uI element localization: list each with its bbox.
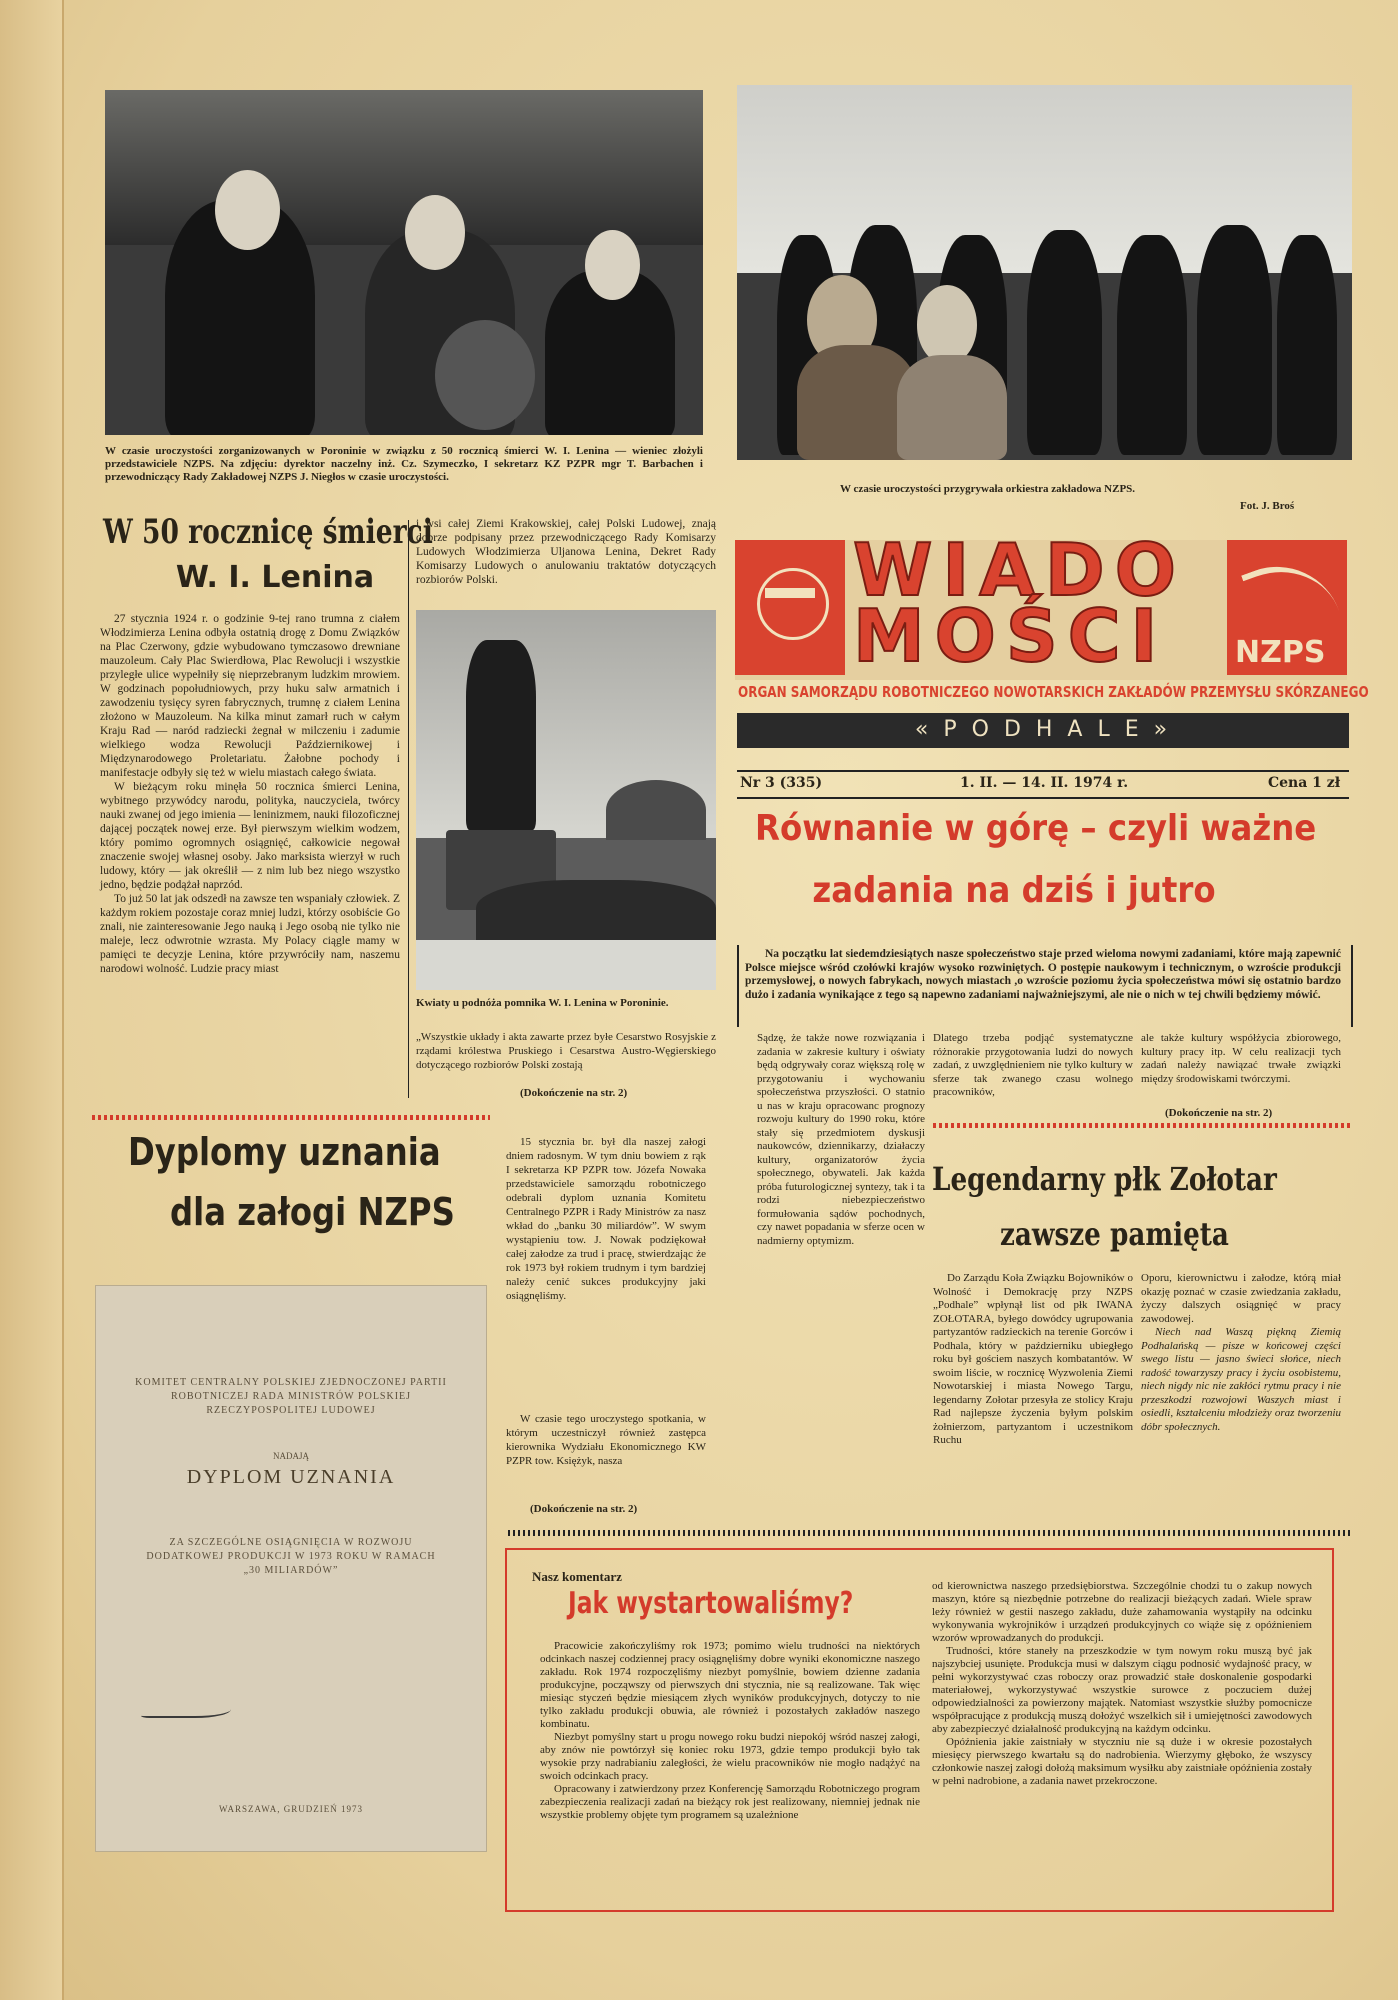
lenin-column-rule — [408, 520, 409, 1098]
issue-number: Nr 3 (335) — [740, 775, 823, 791]
issue-date: 1. II. — 14. II. 1974 r. — [960, 775, 1129, 791]
diploma-title: DYPLOM UZNANIA — [186, 1466, 396, 1488]
diploma-header: KOMITET CENTRALNY POLSKIEJ ZJEDNOCZONEJ PARTII ROBOTNICZEJ RADA MINISTRÓW POLSKIEJ RZECZYPOSPOLITEJ LUDOWEJ — [135, 1377, 447, 1416]
dyplomy-title-line2: dla załogi NZPS — [170, 1190, 455, 1234]
lenin-col2-bottom: „Wszystkie układy i akta zawarte przez byłe Cesarstwo Rosyjskie z rządami królestwa Pruskiego i Cesarstwa Austro-Węgierskiego dotyczącego rozbiorów Polski zostają — [416, 1031, 716, 1071]
masthead — [735, 528, 1347, 680]
komentarz-col1-p3: Opracowany i zatwierdzony przez Konferencję Samorządu Robotniczego program zabezpieczenia realizacji zadań na bieżący rok jest realizowany, niemniej jednak nie wszystkie problemy objęte tym programem są uzależnione — [540, 1783, 920, 1821]
masthead-rule-top — [737, 770, 1349, 772]
diploma-signature — [141, 1696, 231, 1718]
masthead-title-line2: MOŚCI — [853, 594, 1168, 678]
photo-lenin-monument — [416, 610, 716, 990]
lenin-subtitle: W. I. Lenina — [175, 560, 375, 595]
dyplomy-title-line1: Dyplomy uznania — [128, 1130, 441, 1174]
photo-orchestra — [737, 85, 1352, 460]
komentarz-col2-p3: Opóźnienia jakie zaistniały w styczniu nie są duże i w okresie pozostałych miesięcy pierwszego kwartału są do nadrobienia. Wierzymy głęboko, że wszyscy członkowie naszej załogi dołożą maksimum wysiłku aby zaistniałe opóźnienia zostały w pełni nadrobione, a zadania nawet przekroczone. — [932, 1736, 1312, 1787]
rownanie-col2: Dlatego trzeba podjąć systematyczne różnorakie przygotowania ludzi do nowych zadań, z uwzględnieniem nie tylko kultury w sferze tak zwanego czasu wolnego pracowników, — [933, 1032, 1133, 1098]
lenin-col1-p2: W bieżącym roku minęła 50 rocznica śmierci Lenina, wybitnego przywódcy narodu, polityka, nauczyciela, twórcy nauki zwanej od jego imienia — leninizmem, nauki filozoficznej dającej początek nowej erze. Był pierwszym wielkim wodzem, który pomimo ogromnych osiągnięć, całkowicie negował znaczenie swojej własnej osoby. Jako marksista wierzył w ruch ludowy, który — jak określił — z nim lub bez niego wszystko jedno, będzie podążał naprzód. — [100, 781, 400, 891]
diploma-image — [95, 1285, 487, 1852]
komentarz-col2-p1: od kierownictwa naszego przedsiębiorstwa. Szczególnie chodzi tu o zakup nowych maszyn, które są niezbędnie potrzebne do realizacji bieżących zadań. Wiele spraw leży również w gestii naszego zakładu, duże zahamowania wystąpiły na odcinku wykonywania wykrojników i urządzeń produkcyjnych co wiąże się z opóźnieniem wzorów wprowadzanych do produkcji. — [932, 1580, 1312, 1644]
lenin-col2-top: i wsi całej Ziemi Krakowskiej, całej Polski Ludowej, znają dobrze podpisany przez przewodniczącego Rady Komisarzy Ludowych Włodzimierza Uljanowa Lenina, Dekret Rady Komisarzy Ludowych o anulowaniu traktatów dotyczących rozbiorów Polski. — [416, 518, 716, 586]
masthead-podhale: « P O D H A L E » — [914, 717, 1172, 742]
zolotar-col1: Do Zarządu Koła Związku Bojowników o Wolność i Demokrację przy NZPS „Podhale” wpłynął list od płk IWANA ZOŁOTARA, byłego dowódcy ugrupowania partyzantów radzieckich na terenie Gorców i Podhala, który w październiku ubiegłego roku był gościem naszych kombatantów. W swoim liście, w rocznicę Wyzwolenia Ziemi Nowotarskiej i miasta Nowego Targu, legendarny Zołotar przesyła ze stolicy Kraju Rad najlepsze życzenia byłym polskim żołnierzom, partyzantom i uczestnikom Ruchu — [933, 1272, 1133, 1446]
lenin-continued: (Dokończenie na str. 2) — [520, 1087, 628, 1099]
masthead-badge: NZPS — [1235, 635, 1326, 670]
rownanie-title-line1: Równanie w górę – czyli ważne — [755, 808, 1317, 849]
lenin-photo-caption: Kwiaty u podnóża pomnika W. I. Lenina w Poroninie. — [416, 997, 669, 1009]
rownanie-continued: (Dokończenie na str. 2) — [1165, 1107, 1273, 1119]
lenin-col1 — [100, 612, 400, 976]
previous-page-edge — [0, 0, 64, 2000]
zolotar-title-line1: Legendarny płk Zołotar — [932, 1160, 1277, 1198]
komentarz-col2-p2: Trudności, które staneły na przeszkodzie w tym nowym roku muszą być jak najszybciej usunięte. Produkcja musi w dalszym ciągu podnosić wydajność pracy, w pełni wykorzystywać czas roboczy oraz prowadzić stałe doskonalenie gospodarki materiałowej, wykorzystywać wszystkie surowce z poczuciem dużej odpowiedzialności za powierzony majątek. Natomiast wszystkie służby pomocnicze współpracujące z produkcją muszą dołożyć wszelkich sił i umiejętności zawodowych aby zabezpieczyć działalność produkcyjną na każdym odcinku. — [932, 1645, 1312, 1735]
diploma-nadaja: NADAJĄ — [273, 1451, 309, 1461]
diploma-place: WARSZAWA, GRUDZIEŃ 1973 — [218, 1804, 364, 1814]
lenin-col1-p1: 27 stycznia 1924 r. o godzinie 9-tej rano trumna z ciałem Włodzimierza Lenina odbyła ostatnią drogę z Domu Związków na Plac Czerwony, gdzie wybudowano tymczasowo drewniane mauzoleum. Cały Plac Swierdłowa, Plac Rewolucji i wszystkie przyległe ulice wypełniły się nieprzebranym ludzkim mrowiem. W godzinach popołudniowych, przy huku salw armatnich i zawodzeniu tysięcy syren fabrycznych, trumnę z ciałem Lenina złożono w Mauzoleum. Na kilka minut zamarł ruch w całym Kraju Rad — naród radziecki żegnał w milczeniu i zadumie wielkiego wodza Rewolucji Październikowej i Międzynarodowego Proletariatu. Żałobne pochody i manifestacje odbyły się też w wielu miastach całego świata. — [100, 613, 400, 779]
komentarz-col1 — [540, 1640, 920, 1822]
dyplomy-text2: W czasie tego uroczystego spotkania, w którym uczestniczył również zastępca kierownika Wydziału Ekonomicznego KW PZPR tow. Księżyk, nasza — [506, 1413, 706, 1467]
lenin-col1-p3: To już 50 lat jak odszedł na zawsze ten wspaniały człowiek. Z każdym rokiem pozostaje coraz mniej ludzi, którzy osobiście Go znali, nie zainteresowanie Jego nauką i Jego osobą nie tylko nie maleje, lecz odwrotnie wzrasta. My Polacy ciągle mamy w pamięci te decyzje Lenina, które przywróciły nam, naszemu narodowi wolność. Ludzie pracy miast — [100, 893, 400, 975]
zolotar-col2 — [1141, 1272, 1341, 1434]
rownanie-bottom-rule — [933, 1123, 1353, 1128]
photo2-credit: Fot. J. Broś — [1240, 500, 1295, 512]
zolotar-title-line2: zawsze pamięta — [1000, 1215, 1229, 1253]
komentarz-col1-p1: Pracowicie zakończyliśmy rok 1973; pomimo wielu trudności na niektórych odcinkach naszej codziennej pracy osiągnęliśmy dobre wyniki ekonomiczne naszego zakładu. Rok 1974 rozpoczęliśmy niezbyt pomyślnie, bowiem dzienne zadania produkcyjne, począwszy od pierwszych dni stycznia, nie są realizowane. Tak więc miesiąc styczeń będzie miesiącem złych wyników produkcyjnych, dotyczy to nie tylko zakładu produkcji obuwia, ale również i pozostałych zakładów naszego kombinatu. — [540, 1640, 920, 1730]
rownanie-col3: ale także kultury współżycia zbiorowego, kultury pracy itp. W celu realizacji tych zadań należy nawiązać trwałe związki między środowiskami twórczymi. — [1141, 1032, 1341, 1085]
rownanie-title-line2: zadania na dziś i jutro — [812, 870, 1216, 911]
masthead-logo-emblem — [735, 540, 845, 675]
komentarz-col1-p2: Niezbyt pomyślny start u progu nowego roku budzi niepokój wśród naszej załogi, aby znów nie powtórzył się koniec roku 1973, gdzie tempo produkcji było tak wysokie przy nadrabianiu zaległości, że wielu pracowników nie mogło nadążyć na swoich odcinkach pracy. — [540, 1731, 920, 1782]
masthead-subtitle: ORGAN SAMORZĄDU ROBOTNICZEGO NOWOTARSKICH ZAKŁADÓW PRZEMYSŁU SKÓRZANEGO — [738, 683, 1369, 701]
zolotar-col2-p1: Oporu, kierownictwu i załodze, którą miał okazję poznać w czasie zwiedzania zakładu, życzy dalszych osiągnięć w pracy zawodowej. — [1141, 1272, 1341, 1325]
diploma-body: ZA SZCZEGÓLNE OSIĄGNIĘCIA W ROZWOJU DODATKOWEJ PRODUKCJI W 1973 ROKU W RAMACH „30 MILIARDÓW” — [146, 1537, 436, 1576]
rownanie-lead: Na początku lat siedemdziesiątych nasze społeczeństwo staje przed wieloma nowymi zadaniami, które mają zapewnić Polsce miejsce wśród czołówki krajów wysoko rozwiniętych. O postępie naukowym i technicznym, o wzroście produkcji przemysłowej, o nowych fabrykach, nowych miastach ,o wzroście poziomu życia społeczeństwa mówi się ostatnio bardzo dużo i zadania wynikające z tego są napewno zadaniami najważniejszymi, ale nie o nich w tej chwili będziemy mówić. — [745, 948, 1341, 1001]
zolotar-col2-p2: Niech nad Waszą piękną Ziemią Podhalańską — pisze w końcowej części swego listu — jasno świeci słońce, niech radość towarzyszy pracy i życiu osobistemu, niech nigdy nic nie zakłóci rytmu pracy i nie przeszkodzi rozwojowi Waszych miast i osiedli, kształceniu młodzieży oraz tworzeniu dóbr społecznych. — [1141, 1326, 1341, 1433]
photo-wreath-ceremony — [105, 90, 703, 435]
lenin-title: W 50 rocznicę śmierci — [103, 512, 433, 552]
komentarz-title: Jak wystartowaliśmy? — [568, 1586, 854, 1621]
masthead-title-line1: WIADO — [853, 528, 1186, 612]
komentarz-col2 — [932, 1580, 1312, 1788]
dyplomy-continued: (Dokończenie na str. 2) — [530, 1503, 638, 1515]
photo1-caption: W czasie uroczystości zorganizowanych w Poroninie w związku z 50 rocznicą śmierci W. I. Lenina — wieniec złożyli przedstawiciele NZPS. Na zdjęciu: dyrektor naczelny inż. Cz. Szymeczko, I sekretarz KZ PZPR mgr T. Barbachen i przewodniczący Rady Zakładowej NZPS J. Niegłos w czasie uroczystości. — [105, 445, 703, 483]
masthead-rule-bottom — [737, 797, 1349, 799]
komentarz-top-hatch — [508, 1530, 1353, 1536]
dyplomy-top-rule — [92, 1115, 490, 1120]
issue-price: Cena 1 zł — [1268, 775, 1341, 791]
komentarz-kicker: Nasz komentarz — [532, 1569, 622, 1584]
dyplomy-text: 15 stycznia br. był dla naszej załogi dniem radosnym. W tym dniu bowiem z rąk I sekretarza KP PZPR tow. Józefa Nowaka przedstawiciele samorządu robotniczego odebrali dyplom uznania Komitetu Centralnego PZPR i Rady Ministrów za nasz wkład do „banku 30 miliardów”. W swym wystąpieniu tow. J. Nowak podziękował całej załodze za trud i pracę, stwierdzając że rok 1973 był rokiem trudnym i tym bardziej należy cenić sukces produkcyjny jaki osiągnęliśmy. — [506, 1136, 706, 1302]
photo2-caption: W czasie uroczystości przygrywała orkiestra zakładowa NZPS. — [840, 483, 1136, 495]
rownanie-col1: Sądzę, że także nowe rozwiązania i zadania w zakresie kultury i oświaty będą odgrywały coraz większą rolę w przygotowaniu i wychowaniu społeczeństwa przyszłości. O statnio u nas w kraju opracowanc prognozy rozwoju kultury do 1990 roku, które stały się przedmiotem dyskusji naukowców, dziennikarzy, działaczy kultury, organizatorów życia społecznego, obywateli. Jak każda próba futurologicznej syntezy, tak i ta rodzi niebezpieczeństwo formułowania sądów pochodnych, czy nawet popadania w sferze ocen w nadmierny optymizm. — [757, 1032, 925, 1247]
